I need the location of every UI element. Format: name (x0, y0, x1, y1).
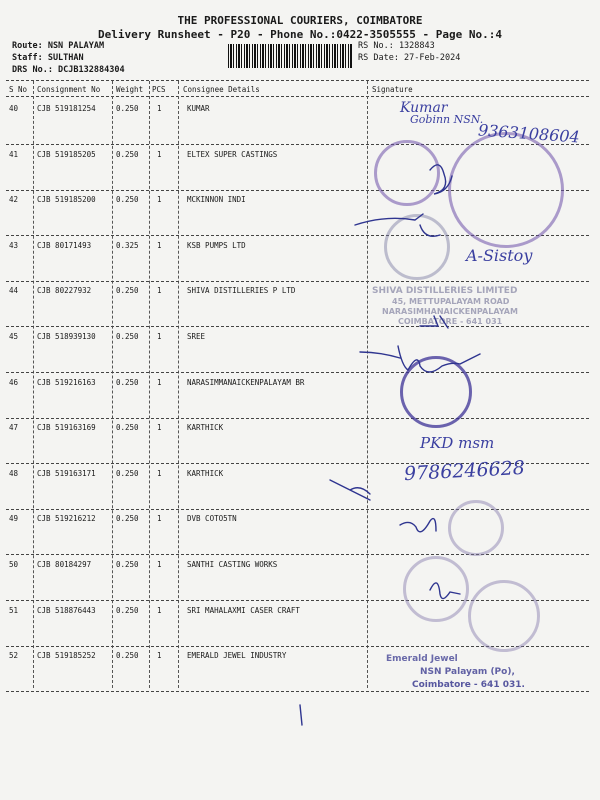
row-weight: 0.250 (116, 605, 139, 615)
shiva-stamp-line: COIMBATORE - 641 031 (398, 317, 503, 326)
signature-stroke (430, 583, 460, 599)
handwritten-name: Kumar (400, 100, 448, 116)
row-consignment-no: CJB 519163169 (37, 423, 96, 433)
row-weight: 0.250 (116, 286, 139, 296)
document-subtitle: Delivery Runsheet - P20 - Phone No.:0422-3505555 - Page No.:4 (98, 28, 502, 41)
staff-label: Staff: SULTHAN (12, 53, 84, 63)
row-pcs: 1 (157, 377, 162, 387)
col-header-consignment: Consignment No (37, 85, 101, 94)
row-consignee: EMERALD JEWEL INDUSTRY (187, 651, 287, 661)
emerald-stamp-line: Emerald Jewel (386, 654, 458, 664)
signature-stroke (420, 225, 440, 236)
col-header-signature: Signature (372, 85, 413, 94)
handwritten-phone: 9363108604 (477, 120, 581, 147)
signature-stroke (360, 346, 480, 372)
row-sno: 43 (9, 240, 19, 250)
row-weight: 0.250 (116, 560, 139, 569)
row-pcs: 1 (157, 514, 162, 524)
row-pcs: 1 (157, 560, 162, 569)
document-title: THE PROFESSIONAL COURIERS, COIMBATORE (177, 14, 423, 27)
row-pcs: 1 (157, 423, 162, 433)
row-consignment-no: CJB 80171493 (37, 240, 92, 250)
signature-stroke (330, 480, 370, 500)
row-consignee: SREE (187, 332, 206, 341)
row-weight: 0.250 (116, 377, 139, 387)
emerald-stamp-line: NSN Palayam (Po), (420, 667, 515, 677)
row-consignment-no: CJB 519216163 (37, 377, 96, 387)
signature-stroke (300, 705, 302, 725)
row-consignment-no: CJB 519185205 (37, 149, 96, 159)
handwritten-phone: 9786246628 (403, 456, 526, 486)
row-sno: 50 (9, 560, 19, 569)
row-weight: 0.250 (116, 514, 139, 524)
row-consignee: DVB COTO5TN (187, 514, 237, 524)
shiva-stamp-line: SHIVA DISTILLERIES LIMITED (372, 286, 518, 296)
row-weight: 0.250 (116, 149, 139, 159)
handwritten-name: PKD msm (420, 434, 495, 452)
row-consignee: NARASIMMANAICKENPALAYAM BR (187, 377, 305, 387)
shiva-stamp-line: NARASIMHANAICKENPALAYAM (382, 307, 518, 316)
row-weight: 0.250 (116, 651, 139, 661)
drs-number: DRS No.: DCJB132884304 (12, 65, 125, 75)
col-header-consignee: Consignee Details (183, 85, 260, 94)
row-pcs: 1 (157, 332, 162, 341)
signature-stroke (400, 519, 436, 532)
row-weight: 0.325 (116, 240, 139, 250)
row-weight: 0.250 (116, 468, 139, 478)
handwritten-note: Gobinn NSN. (410, 113, 484, 126)
row-consignee: KSB PUMPS LTD (187, 240, 246, 250)
row-pcs: 1 (157, 286, 162, 296)
route-label: Route: NSN PALAYAM (12, 41, 105, 51)
col-header-weight: Weight (116, 85, 144, 94)
row-consignment-no: CJB 80184297 (37, 560, 92, 569)
row-weight: 0.250 (116, 423, 139, 433)
row-pcs: 1 (157, 240, 162, 250)
row-sno: 47 (9, 423, 19, 433)
row-sno: 41 (9, 149, 19, 159)
row-weight: 0.250 (116, 195, 139, 205)
row-consignment-no: CJB 519216212 (37, 514, 96, 524)
row-pcs: 1 (157, 149, 162, 159)
row-sno: 52 (9, 651, 19, 661)
row-consignee: MCKINNON INDI (187, 195, 246, 205)
row-consignment-no: CJB 518939130 (37, 332, 96, 341)
row-consignee: KARTHICK (187, 423, 224, 433)
row-sno: 51 (9, 605, 19, 615)
signature-stroke (430, 165, 452, 194)
signature-stroke (420, 316, 448, 328)
row-pcs: 1 (157, 195, 162, 205)
row-sno: 44 (9, 286, 19, 296)
row-consignment-no: CJB 519185252 (37, 651, 96, 661)
row-pcs: 1 (157, 468, 162, 478)
row-sno: 49 (9, 514, 19, 524)
signature-stroke (355, 214, 423, 225)
rs-date: RS Date: 27-Feb-2024 (358, 53, 461, 63)
handwritten-signature: A-Sistoy (466, 246, 533, 265)
row-sno: 42 (9, 195, 19, 205)
row-consignee: KARTHICK (187, 468, 224, 478)
shiva-stamp-line: 45, METTUPALAYAM ROAD (392, 297, 510, 306)
emerald-stamp-line: Coimbatore - 641 031. (412, 680, 525, 690)
row-consignment-no: CJB 519163171 (37, 468, 96, 478)
row-consignment-no: CJB 519181254 (37, 104, 96, 113)
row-weight: 0.250 (116, 104, 139, 113)
row-consignee: SANTHI CASTING WORKS (187, 560, 278, 569)
row-sno: 40 (9, 104, 19, 113)
row-pcs: 1 (157, 605, 162, 615)
col-header-sno: S No (9, 85, 28, 94)
row-weight: 0.250 (116, 332, 139, 341)
row-consignment-no: CJB 519185200 (37, 195, 96, 205)
row-consignee: SRI MAHALAXMI CASER CRAFT (187, 605, 300, 615)
row-pcs: 1 (157, 104, 162, 113)
row-consignee: ELTEX SUPER CASTINGS (187, 149, 278, 159)
row-sno: 48 (9, 468, 19, 478)
row-consignment-no: CJB 80227932 (37, 286, 92, 296)
row-consignee: KUMAR (187, 104, 210, 113)
row-consignment-no: CJB 518876443 (37, 605, 96, 615)
row-consignee: SHIVA DISTILLERIES P LTD (187, 286, 296, 296)
row-sno: 45 (9, 332, 19, 341)
col-header-pcs: PCS (152, 85, 166, 94)
row-pcs: 1 (157, 651, 162, 661)
row-sno: 46 (9, 377, 19, 387)
rs-number: RS No.: 1328843 (358, 41, 435, 51)
